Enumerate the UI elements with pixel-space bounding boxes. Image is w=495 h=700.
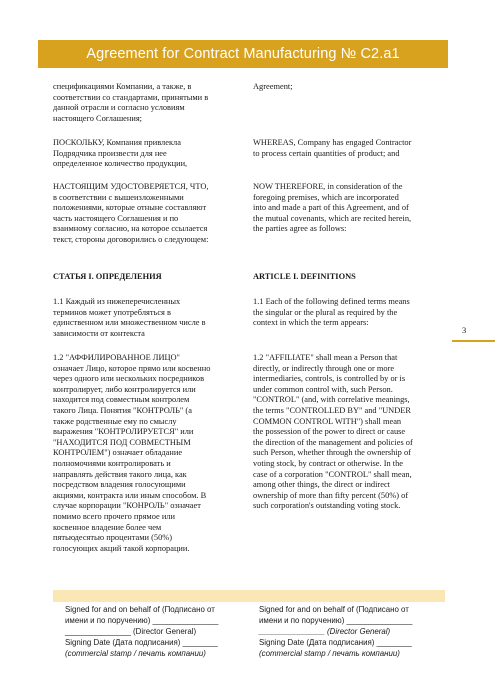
commercial-stamp-label: (commercial stamp / печать компании): [65, 649, 206, 658]
text-line: among other things, the direct or indirect: [253, 480, 390, 490]
signature-band: [53, 590, 445, 602]
text-line: контролирует, либо контролируется или: [53, 384, 196, 394]
text-line: such corporation's outstanding voting stock.: [253, 501, 401, 511]
text-line: помимо всего прочего прямое или: [53, 511, 175, 521]
ru-paragraph-whereas: [53, 138, 245, 170]
text-line: the mutual covenants, which are recited herein,: [253, 213, 412, 223]
text-line: полномочиями контролировать и: [53, 458, 171, 468]
text-line: также родственные ему по смыслу: [53, 416, 177, 426]
text-line: такого Лица. Понятия "КОНТРОЛЬ" (а: [53, 405, 192, 415]
signing-date-line: Signing Date (Дата подписания) ________: [259, 638, 412, 647]
text-line: 1.1 Each of the following defined terms means: [253, 297, 410, 306]
en-paragraph-1-2: [253, 353, 445, 512]
text-line: акциями, контракта или иным способом. В: [53, 490, 207, 500]
en-article-heading: ARTICLE I. DEFINITIONS: [253, 272, 356, 281]
document-header-bar: [38, 40, 448, 68]
signature-line: Signed for and on behalf of (Подписано от: [65, 605, 215, 614]
text-line: ПОСКОЛЬКУ, Компания привлекла: [53, 138, 181, 147]
document-title: Agreement for Contract Manufacturing № C2.a1: [86, 46, 400, 62]
text-line: voting stock, by contract or otherwise. In the: [253, 458, 404, 468]
text-line: случае корпорации "КОНРОЛЬ" означает: [53, 501, 201, 511]
text-line: выражения "КОНТРОЛИРУЕТСЯ" или: [53, 427, 194, 437]
text-line: означает Лицо, которое прямо или косвенно: [53, 363, 211, 373]
text-line: настоящего Соглашения;: [53, 113, 143, 123]
ru-article-heading: СТАТЬЯ I. ОПРЕДЕЛЕНИЯ: [53, 272, 162, 281]
text-line: спецификациями Компании, а также, в: [53, 82, 192, 91]
text-line: Подрядчика произвести для нее: [53, 148, 167, 158]
signature-line: Signed for and on behalf of (Подписано от: [259, 605, 409, 614]
text-line: часть настоящего Соглашения и по: [53, 213, 179, 223]
text-line: КОНТРОЛЕМ") означает обладание: [53, 448, 183, 458]
text-line: единственном или множественном числе в: [53, 318, 206, 328]
text-line: into and made a part of this Agreement, and of: [253, 203, 409, 213]
text-line: зависимости от контекста: [53, 328, 145, 338]
signature-block-right: [259, 604, 449, 659]
signature-line: имени и по поручению) _______________: [259, 616, 413, 625]
text-line: the possession of the power to direct or cause: [253, 427, 406, 437]
commercial-stamp-label: (commercial stamp / печать компании): [259, 649, 400, 658]
text-line: положениями, которые отныне составляют: [53, 203, 207, 213]
ru-paragraph-1-2: [53, 353, 245, 554]
signature-block-left: [65, 604, 255, 659]
text-line: косвенное владение более чем: [53, 522, 162, 532]
text-line: НАСТОЯЩИМ УДОСТОВЕРЯЕТСЯ, ЧТО,: [53, 182, 209, 191]
text-line: через одного или нескольких посредников: [53, 374, 205, 384]
text-line: to process certain quantities of product; and: [253, 148, 400, 158]
text-line: intermediaries, controls, is controlled by or is: [253, 374, 406, 384]
en-paragraph-whereas: [253, 138, 445, 159]
ru-paragraph-now-therefore: [53, 182, 245, 246]
text-line: 1.1 Каждый из нижеперечисленных: [53, 297, 181, 306]
text-line: посредством владения голосующими: [53, 480, 186, 490]
page-number-rule: [452, 340, 495, 342]
text-line: "CONTROL" (and, with correlative meanings,: [253, 395, 410, 405]
signature-line: _______________ (Director General): [65, 627, 197, 636]
text-line: foregoing premises, which are incorporated: [253, 192, 399, 202]
text-line: such Person, whether through the ownership of: [253, 448, 411, 458]
text-line: under common control with, such Person.: [253, 384, 393, 394]
signing-date-line: Signing Date (Дата подписания) ________: [65, 638, 218, 647]
text-line: определенное количество продукции,: [53, 159, 188, 169]
text-line: COMMON CONTROL WITH") shall mean: [253, 416, 402, 426]
en-paragraph-agreement: [253, 82, 445, 93]
text-line: 1.2 "АФФИЛИРОВАННОЕ ЛИЦО": [53, 353, 180, 362]
text-line: терминов может употребляться в: [53, 307, 171, 317]
page-number: 3: [462, 325, 467, 335]
text-line: NOW THEREFORE, in consideration of the: [253, 182, 403, 191]
text-line: текст, стороны договорились о следующем:: [53, 234, 209, 244]
text-line: Agreement;: [253, 82, 293, 91]
en-paragraph-now-therefore: [253, 182, 445, 235]
en-paragraph-1-1: [253, 297, 445, 329]
text-line: case of a corporation "CONTROL" shall mean,: [253, 469, 412, 479]
text-line: 1.2 "AFFILIATE" shall mean a Person that: [253, 353, 398, 362]
text-line: "НАХОДИТСЯ ПОД СОВМЕСТНЫМ: [53, 437, 191, 447]
text-line: пятьюдесятью процентами (50%): [53, 533, 173, 543]
text-line: данной отрасли и согласно условиям: [53, 103, 185, 113]
signature-line: имени и по поручению) _______________: [65, 616, 219, 625]
text-line: взаимному согласию, на которое ссылается: [53, 224, 208, 234]
text-line: the parties agree as follows:: [253, 224, 347, 234]
text-line: голосующих акций такой корпорации.: [53, 543, 190, 553]
text-line: the terms "CONTROLLED BY" and "UNDER: [253, 405, 411, 415]
text-line: directly, or indirectly through one or more: [253, 363, 395, 373]
text-line: the direction of the management and policies of: [253, 437, 413, 447]
text-line: ownership of more than fifty percent (50%) of: [253, 490, 409, 500]
text-line: WHEREAS, Company has engaged Contractor: [253, 138, 412, 147]
text-line: the singular or the plural as required by the: [253, 307, 398, 317]
signature-line: _______________ (Director General): [259, 627, 391, 636]
ru-paragraph-specifications: [53, 82, 245, 124]
text-line: соответствии со стандартами, принятыми в: [53, 92, 209, 102]
text-line: направлять действия такого лица, как: [53, 469, 187, 479]
text-line: в соответствии с вышеизложенными: [53, 192, 184, 202]
text-line: находится под совместным контролем: [53, 395, 190, 405]
ru-paragraph-1-1: [53, 297, 245, 339]
text-line: context in which the term appears:: [253, 318, 369, 328]
